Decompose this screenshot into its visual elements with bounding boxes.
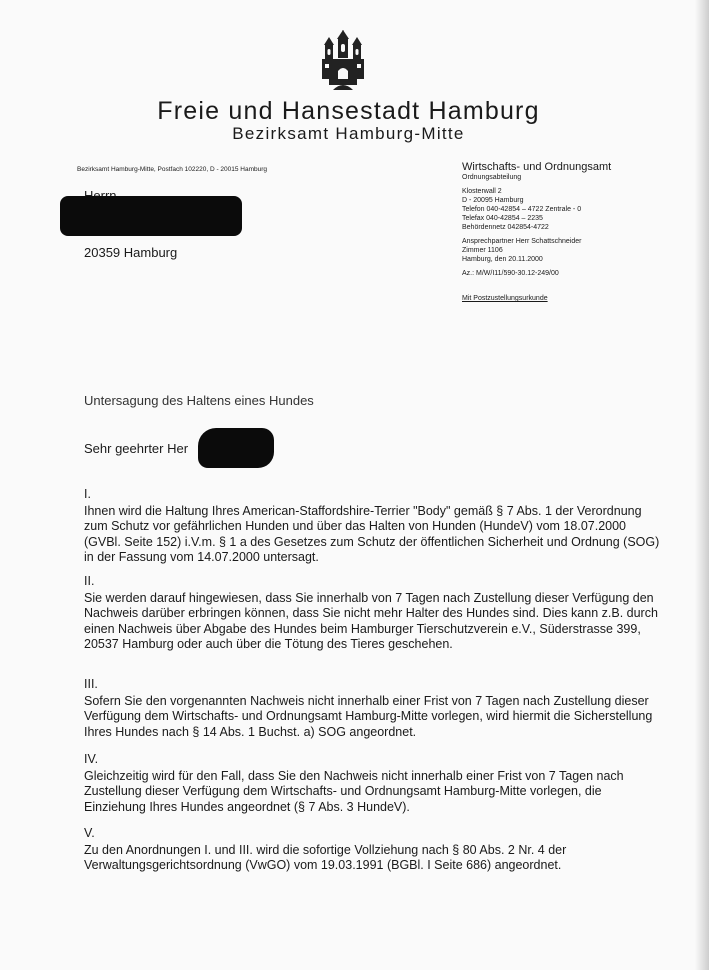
section-text: Sofern Sie den vorgenannten Nachweis nicht innerhalb einer Frist von 7 Tagen nach Zustellung dieser Verfügung dem Wirtschafts- und Ordnungsamt Hamburg-Mitte vorlegen, wird hiermit die Sicherstellung Ihres Hundes nach § 14 Abs. 1 Buchst. a) SOG angeordnet. [84, 693, 653, 739]
reference-number: Az.: M/W/I11/590-30.12-249/00 [462, 270, 559, 277]
section-number: I. [84, 487, 91, 501]
office-info-block [462, 161, 682, 302]
section-text: Gleichzeitig wird für den Fall, dass Sie den Nachweis nicht innerhalb einer Frist von 7 Tagen nach Zustellung dieser Verfügung dem Wirtschafts- und Ordnungsamt Hamburg-Mitte vorlegen, die Einziehung Ihres Hundes angeordnet (§ 7 Abs. 3 HundeV). [84, 768, 624, 814]
redaction-block [198, 428, 274, 468]
section-number: V. [84, 826, 95, 840]
redaction-block [60, 196, 242, 236]
section-2 [84, 574, 664, 653]
letter-subject: Untersagung des Haltens eines Hundes [84, 393, 314, 408]
section-number: II. [84, 574, 95, 588]
header-subtitle: Bezirksamt Hamburg-Mitte [232, 124, 465, 143]
office-contact-person: Ansprechpartner Herr Schattschneider [462, 238, 582, 245]
section-4 [84, 752, 664, 815]
section-text: Sie werden darauf hingewiesen, dass Sie innerhalb von 7 Tagen nach Zustellung dieser Verfügung den Nachweis darüber erbringen können, dass Sie nicht mehr Halter des Hundes sind. Dies kann z.B. durch einen Nachweis über Abgabe des Hundes beim Hamburger Tierschutzverein e.V., Süderstrasse 399, 20537 Hamburg oder auch über die Tötung des Tieres geschehen. [84, 590, 658, 651]
hamburg-castle-crest-icon [319, 30, 367, 90]
section-text: Ihnen wird die Haltung Ihres American-Staffordshire-Terrier "Body" gemäß § 7 Abs. 1 der Verordnung zum Schutz vor gefährlichen Hunden und über das Halten von Hunden (HundeV) vom 18.07.2000 (GVBl. Seite 152) i.V.m. § 1 a des Gesetzes zum Schutz der öffentlichen Sicherheit und Ordnung (SOG) in der Fassung vom 14.07.2000 untersagt. [84, 503, 660, 564]
office-phone: Telefon 040-42854 – 4722 Zentrale - 0 [462, 206, 582, 213]
section-text: Zu den Anordnungen I. und III. wird die sofortige Vollziehung nach § 80 Abs. 2 Nr. 4 der Verwaltungsgerichtsordnung (VwGO) vom 19.03.1991 (BGBl. I Seite 686) angeordnet. [84, 842, 567, 872]
office-room: Zimmer 1106 [462, 247, 503, 254]
section-5 [84, 826, 664, 874]
section-number: IV. [84, 752, 99, 766]
section-number: III. [84, 677, 98, 691]
office-address-line: Klosterwall 2 [462, 188, 502, 195]
office-fax: Telefax 040-42854 – 2235 [462, 215, 543, 222]
office-network-phone: Behördennetz 042854-4722 [462, 224, 549, 231]
office-department: Ordnungsabteilung [462, 174, 522, 181]
delivery-note: Mit Postzustellungsurkunde [462, 295, 548, 302]
scan-edge-shadow [695, 0, 709, 970]
letter-date: Hamburg, den 20.11.2000 [462, 256, 543, 263]
header-title: Freie und Hansestadt Hamburg [157, 97, 540, 125]
recipient-city: 20359 Hamburg [84, 245, 178, 260]
section-3 [84, 677, 664, 740]
office-address-line: D - 20095 Hamburg [462, 197, 524, 204]
sender-return-address: Bezirksamt Hamburg-Mitte, Postfach 102220, D - 20015 Hamburg [77, 166, 268, 173]
section-1 [84, 487, 664, 566]
office-name: Wirtschafts- und Ordnungsamt [462, 161, 612, 173]
greeting: Sehr geehrter Her [84, 441, 189, 456]
